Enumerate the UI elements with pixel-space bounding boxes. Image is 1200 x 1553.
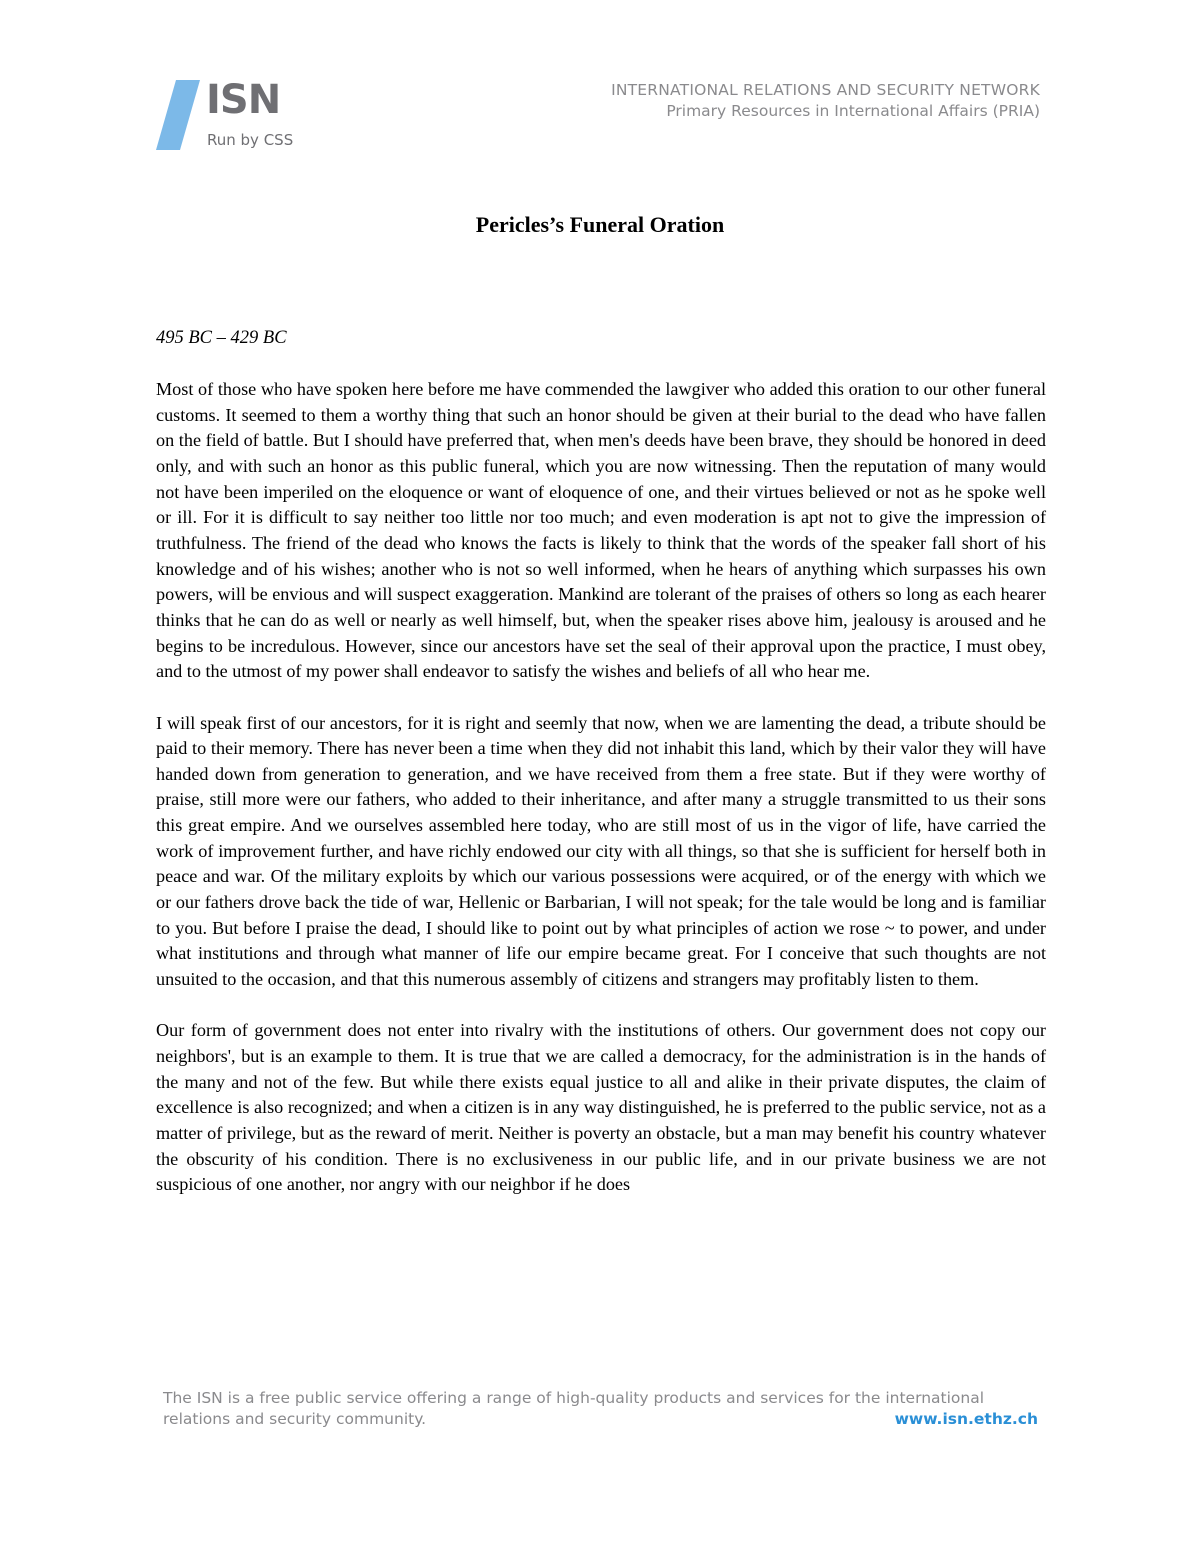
footer-text: The ISN is a free public service offering a range of high-quality products and services for the international relations and security community.: [163, 1389, 985, 1428]
logo-slash-mark: [156, 80, 200, 150]
body-paragraph: Our form of government does not enter into rivalry with the institutions of others. Our government does not copy our neighbors', but is an example to them. It is true that we are called a democracy, for the administration is in the hands of the many and not of the few. But while there exists equal justice to all and alike in their private disputes, the claim of excellence is also recognized; and when a citizen is in any way distinguished, he is preferred to the public service, not as a matter of privilege, but as the reward of merit. Neither is poverty an obstacle, but a man may benefit his country whatever the obscurity of his condition. There is no exclusiveness in our public life, and in our private business we are not suspicious of one another, nor angry with our neighbor if he does: [156, 1020, 1046, 1195]
page-footer: [163, 1388, 1038, 1430]
network-title: INTERNATIONAL RELATIONS AND SECURITY NETWORK: [611, 81, 1040, 99]
network-subtitle: Primary Resources in International Affairs (PRIA): [666, 102, 1040, 120]
isn-logo: [156, 77, 316, 156]
body-paragraph: Most of those who have spoken here before me have commended the lawgiver who added this oration to our other funeral customs. It seemed to them a worthy thing that such an honor should be given at their burial to the dead who have fallen on the field of battle. But I should have preferred that, when men's deeds have been brave, they should be honored in deed only, and with such an honor as this public funeral, which you are now witnessing. Then the reputation of many would not have been imperiled on the eloquence or want of eloquence of one, and their virtues believed or not as he spoke well or ill. For it is difficult to say neither too little nor too much; and even moderation is apt not to give the impression of truthfulness. The friend of the dead who knows the facts is likely to think that the words of the speaker fall short of his knowledge and of his wishes; another who is not so well informed, when he hears of anything which surpasses his own powers, will be envious and will suspect exaggeration. Mankind are tolerant of the praises of others so long as each hearer thinks that he can do as well or nearly as well himself, but, when the speaker rises above him, jealousy is aroused and he begins to be incredulous. However, since our ancestors have set the seal of their approval upon the practice, I must obey, and to the utmost of my power shall endeavor to satisfy the wishes and beliefs of all who hear me.: [156, 379, 1046, 682]
document-body: [156, 377, 1046, 1224]
network-header: [611, 80, 1040, 122]
footer-website-link[interactable]: www.isn.ethz.ch: [894, 1410, 1038, 1428]
body-paragraph: I will speak first of our ancestors, for it is right and seemly that now, when we are lamenting the dead, a tribute should be paid to their memory. There has never been a time when they did not inhabit this land, which by their valor they will have handed down from generation to generation, and we have received from them a free state. But if they were worthy of praise, still more were our fathers, who added to their inheritance, and after many a struggle transmitted to us their sons this great empire. And we ourselves assembled here today, who are still most of us in the vigor of life, have carried the work of improvement further, and have richly endowed our city with all things, so that she is sufficient for herself both in peace and war. Of the military exploits by which our various possessions were acquired, or of the energy with which we or our fathers drove back the tide of war, Hellenic or Barbarian, I will not speak; for the tale would be long and is familiar to you. But before I praise the dead, I should like to point out by what principles of action we rose ~ to power, and under what institutions and through what manner of life our empire became great. For I conceive that such thoughts are not unsuited to the occasion, and that this numerous assembly of citizens and strangers may profitably listen to them.: [156, 712, 1046, 990]
document-dates: 495 BC – 429 BC: [156, 328, 287, 348]
document-title: Pericles’s Funeral Oration: [475, 212, 725, 237]
logo-subtitle: Run by CSS: [207, 131, 294, 149]
logo-wordmark: ISN: [206, 77, 281, 123]
